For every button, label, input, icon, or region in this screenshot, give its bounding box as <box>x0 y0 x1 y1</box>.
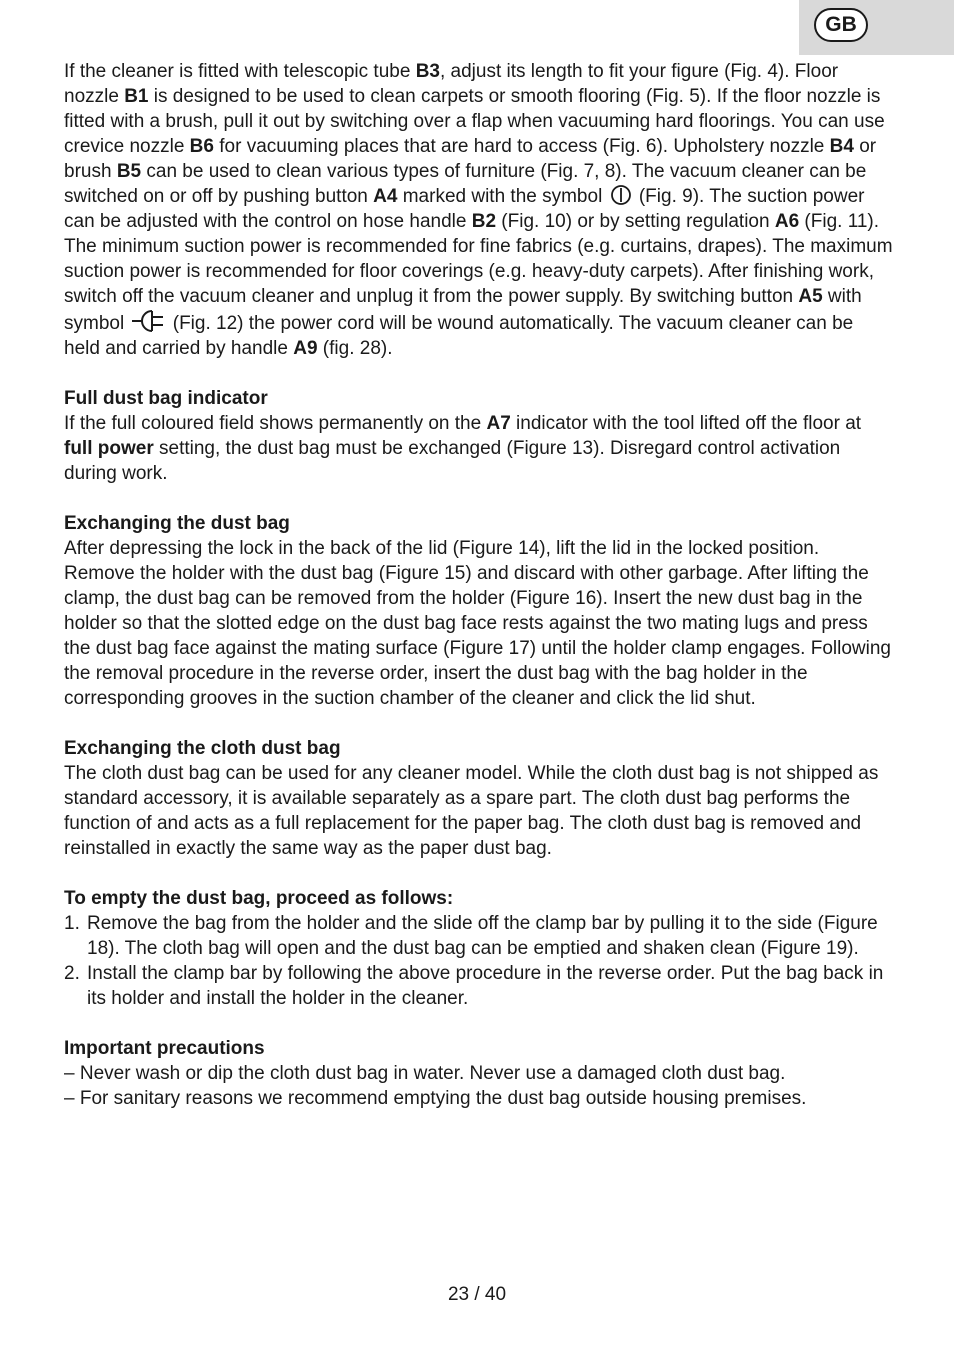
language-tab <box>799 0 954 55</box>
text: If the full coloured field shows permanently on the <box>64 413 487 434</box>
text: is designed to be used to clean carpets or smooth flooring (Fig. 5). If the floor nozzle is fitted with a brush, pull it out by switching over a flap when vacuuming hard floorings. You can use crevice nozzle <box>64 86 885 157</box>
part-ref: B3 <box>415 61 440 82</box>
cloth-paragraph: The cloth dust bag can be used for any cleaner model. While the cloth dust bag is not shipped as standard accessory, it is available separately as a spare part. The cloth dust bag performs the function of and acts as a full replacement for the paper bag. The cloth dust bag is removed and reinstalled in exactly the same way as the paper dust bag. <box>64 763 879 859</box>
full-dust-paragraph <box>64 411 894 486</box>
part-ref: B6 <box>189 136 214 157</box>
part-ref: A6 <box>774 211 800 232</box>
cord-rewind-icon <box>131 309 165 333</box>
list-item <box>64 911 894 961</box>
section-heading-full-dust: Full dust bag indicator <box>64 388 268 409</box>
precautions-list <box>64 1061 894 1111</box>
text: for vacuuming places that are hard to access (Fig. 6). Upholstery nozzle <box>213 136 830 157</box>
text: can be used to clean various types of furniture (Fig. 7, 8). The vacuum cleaner can be switched on or off by pushing button <box>64 161 867 207</box>
language-badge: GB <box>814 8 868 42</box>
section-heading-precautions: Important precautions <box>64 1038 265 1059</box>
list-item: – For sanitary reasons we recommend emptying the dust bag outside housing premises. <box>64 1088 807 1109</box>
page-number: 23 / 40 <box>447 1284 507 1305</box>
part-ref: B4 <box>829 136 854 157</box>
text: (Fig. 11). The minimum suction power is recommended for fine fabrics (e.g. curtains, drapes). The maximum suction power is recommended for floor coverings (e.g. heavy-duty carpets). After finishing work, switch off the vacuum cleaner and unplug it from the power supply. By switching button <box>64 211 893 307</box>
list-item: – Never wash or dip the cloth dust bag in water. Never use a damaged cloth dust bag. <box>64 1063 786 1084</box>
step-number: 2. <box>64 963 80 984</box>
emphasis: full power <box>64 438 154 459</box>
text: with symbol <box>64 286 862 334</box>
text: marked with the symbol <box>397 186 608 207</box>
part-ref: A7 <box>486 413 511 434</box>
text: setting, the dust bag must be exchanged (Figure 13). Disregard control activation during work. <box>64 438 841 484</box>
intro-paragraph <box>64 59 894 361</box>
empty-steps-list <box>64 911 894 1011</box>
part-ref: B5 <box>116 161 142 182</box>
power-symbol-icon <box>610 184 632 206</box>
text: (Fig. 10) or by setting regulation <box>496 211 775 232</box>
text: indicator with the tool lifted off the floor at <box>510 413 862 434</box>
section-heading-exchange: Exchanging the dust bag <box>64 513 290 534</box>
part-ref: B2 <box>471 211 497 232</box>
step-text: Install the clamp bar by following the above procedure in the reverse order. Put the bag back in its holder and install the holder in the cleaner. <box>87 963 884 1009</box>
part-ref: A9 <box>293 338 318 359</box>
text: (Fig. 9). The suction power can be adjusted with the control on hose handle <box>64 186 865 232</box>
text: , adjust its length to fit your figure (Fig. 4). Floor nozzle <box>64 61 839 107</box>
step-number: 1. <box>64 913 80 934</box>
section-heading-empty: To empty the dust bag, proceed as follows: <box>64 888 454 909</box>
page-content <box>64 59 894 1111</box>
part-ref: B1 <box>124 86 149 107</box>
list-item <box>64 961 894 1011</box>
text: or brush <box>64 136 877 182</box>
exchange-paragraph: After depressing the lock in the back of the lid (Figure 14), lift the lid in the locked position. Remove the holder with the dust bag (Figure 15) and discard with other garbage. After lifting the clamp, the dust bag can be removed from the holder (Figure 16). Insert the new dust bag in the holder so that the slotted edge on the dust bag face rests against the two mating lugs and press the dust bag face against the mating surface (Figure 17) until the holder clamp engages. Following the removal procedure in the reverse order, insert the dust bag with the bag holder in the corresponding grooves in the suction chamber of the cleaner and click the lid shut. <box>64 538 891 709</box>
section-heading-cloth: Exchanging the cloth dust bag <box>64 738 341 759</box>
step-text: Remove the bag from the holder and the slide off the clamp bar by pulling it to the side (Figure 18). The cloth bag will open and the dust bag can be emptied and shaken clean (Figure 19). <box>87 913 878 959</box>
text: (fig. 28). <box>317 338 393 359</box>
part-ref: A5 <box>798 286 823 307</box>
part-ref: A4 <box>373 186 398 207</box>
text: If the cleaner is fitted with telescopic tube <box>64 61 416 82</box>
text: (Fig. 12) the power cord will be wound automatically. The vacuum cleaner can be held and carried by handle <box>64 313 854 359</box>
